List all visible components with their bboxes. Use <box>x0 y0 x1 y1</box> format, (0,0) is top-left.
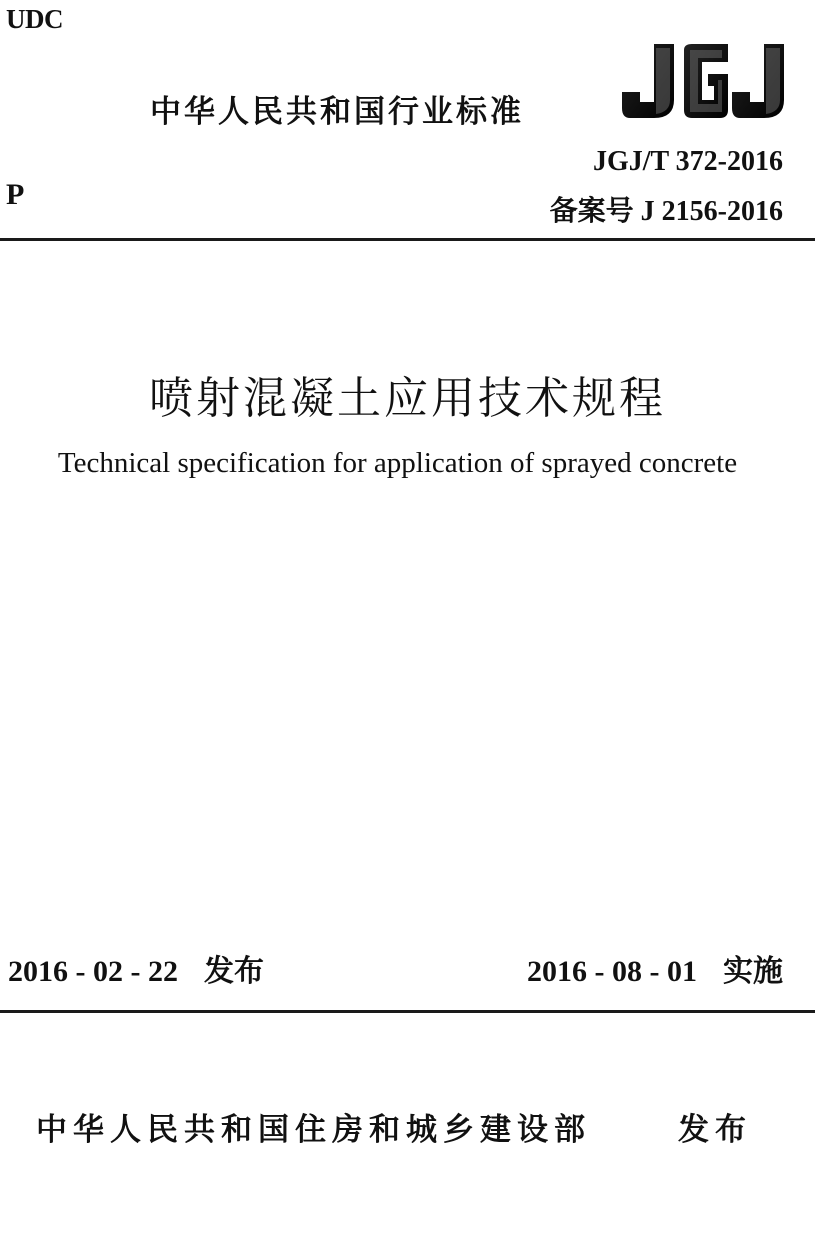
issue-date: 2016 - 02 - 22 <box>8 955 178 988</box>
top-divider <box>0 238 815 241</box>
record-number: 备案号 J 2156-2016 <box>549 196 783 227</box>
udc-label: UDC <box>6 4 63 34</box>
effective-date: 2016 - 08 - 01 <box>527 955 697 988</box>
issue-label: 发布 <box>203 954 264 989</box>
bottom-divider <box>0 1010 815 1013</box>
publisher-name: 中华人民共和国住房和城乡建设部 <box>36 1112 591 1148</box>
standard-category: 中华人民共和国行业标准 <box>150 94 524 130</box>
issue-date-line <box>8 946 264 990</box>
category-code: P <box>6 178 25 211</box>
publisher-label: 发布 <box>678 1112 752 1148</box>
effective-date-line <box>527 946 783 990</box>
document-title-chinese: 喷射混凝土应用技术规程 <box>149 373 666 424</box>
jgj-logo <box>620 42 786 122</box>
document-title-english: Technical specification for application of sprayed concrete <box>57 447 738 479</box>
standard-number: JGJ/T 372-2016 <box>592 146 783 177</box>
effective-label: 实施 <box>723 954 783 989</box>
